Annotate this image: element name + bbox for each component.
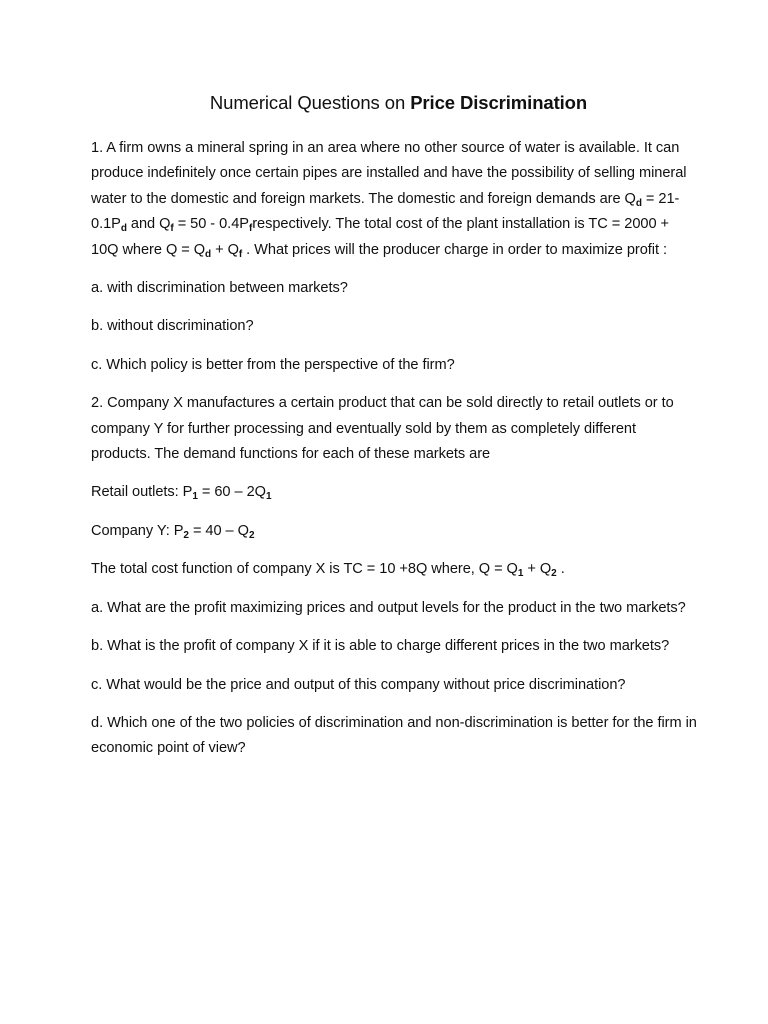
question-2a: a. What are the profit maximizing prices and output levels for the product in the two markets? (91, 599, 686, 616)
cost-sub-2: 2 (551, 568, 557, 580)
q1-sub-6: f (238, 248, 243, 260)
retail-sub-1: 1 (192, 491, 198, 503)
page-title (91, 92, 698, 114)
companyy-sub-1: 2 (183, 529, 189, 541)
retail-sub-2: 1 (265, 491, 272, 503)
q1-text-1: 1. A firm owns a mineral spring in an area where no other source of water is available. It can produce indefinitely once certain pipes are installed and have the possibility of selling mineral water to the domestic and foreign markets. The domestic and foreign demands are Q (91, 140, 687, 207)
company-y-demand-equation (91, 519, 698, 544)
companyy-text-2: = 40 – Q (188, 522, 249, 539)
question-2-intro: 2. Company X manufactures a certain product that can be sold directly to retail outlets or to company Y for further processing and eventually sold by them as completely different products. The demand functions for each of these markets are (91, 395, 674, 463)
q1-sub-5: d (205, 248, 212, 260)
q1-sub-1: d (635, 197, 642, 209)
retail-text-2: = 60 – 2Q (197, 484, 266, 501)
question-1a: a. with discrimination between markets? (91, 280, 348, 297)
q1-sub-4: f (248, 223, 253, 235)
companyy-sub-2: 2 (248, 529, 255, 541)
cost-sub-1: 1 (517, 568, 524, 580)
q1-text-4: = 50 - 0.4P (173, 216, 249, 233)
retail-text-1: Retail outlets: P (91, 484, 193, 501)
q1-text-5: respectively. The total cost of the plant installation is TC = 2000 + 10Q where Q = Q (91, 216, 669, 258)
q1-text-6: + Q (211, 241, 239, 258)
q1-sub-2: d (120, 223, 127, 235)
title-plain: Numerical Questions on (209, 92, 406, 113)
question-2c: c. What would be the price and output of this company without price discrimination? (91, 676, 626, 693)
cost-text-3: . (556, 561, 565, 578)
q1-text-2: = 21- 0.1P (91, 190, 680, 233)
total-cost-equation (91, 557, 698, 582)
question-1b: b. without discrimination? (91, 318, 254, 335)
cost-text-2: + Q (523, 561, 552, 578)
title-bold: Price Discrimination (410, 92, 588, 113)
q1-text-7: . What prices will the producer charge in order to maximize profit : (242, 241, 667, 258)
question-1-text (91, 136, 698, 263)
retail-demand-equation (91, 480, 698, 505)
companyy-text-1: Company Y: P (91, 522, 184, 539)
question-1c: c. Which policy is better from the perspective of the firm? (91, 356, 455, 373)
cost-text-1: The total cost function of company X is TC = 10 +8Q where, Q = Q (91, 561, 518, 578)
question-2b: b. What is the profit of company X if it is able to charge different prices in the two markets? (91, 638, 670, 655)
q1-text-3: and Q (126, 216, 171, 233)
q1-sub-3: f (170, 223, 174, 235)
question-2d: d. Which one of the two policies of discrimination and non-discrimination is better for the firm in economic point of view? (91, 714, 697, 757)
